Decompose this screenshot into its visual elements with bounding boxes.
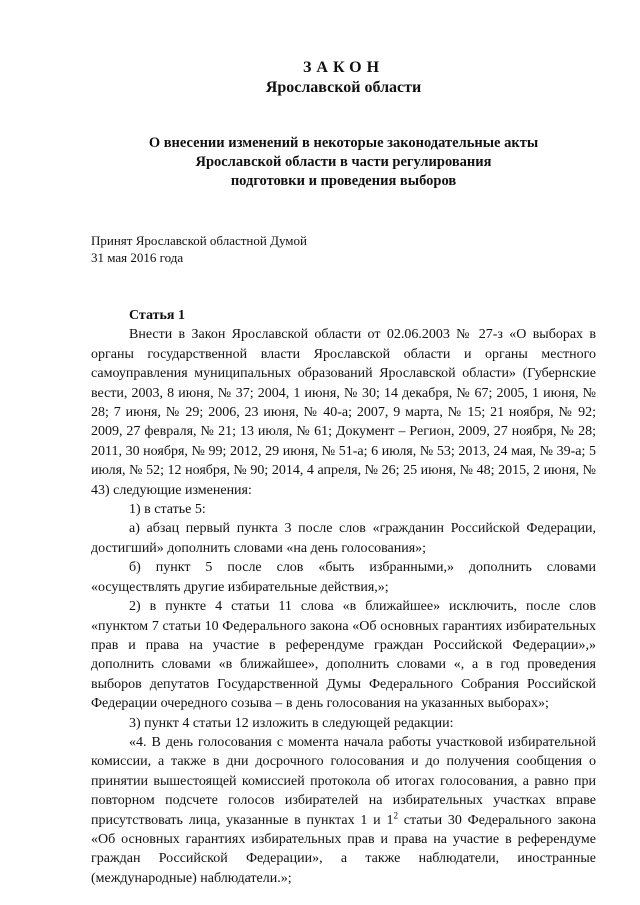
article-paragraph: 1) в статье 5: [129, 502, 206, 518]
law-title-line: подготовки и проведения выборов [230, 173, 457, 189]
article-paragraph: Внести в Закон Ярославской области от 02.06.2003 № 27-з «О выборах в органы государственной власти Ярославской области и органы местного самоуправления муниципальных образований Ярославской области» (Губернские вести, 2003, 8 июня, № 37; 2004, 1 июня, № 30; 14 декабря, № 67; 2005, 1 июня, № 28; 7 июня, № 29; 2006, 23 июня, № 40-а; 2007, 9 марта, № 15; 21 ноября, № 92; 2009, 27 февраля, № 21; 13 июля, № 61; Документ – Регион, 2009, 27 ноября, № 28; 2011, 30 ноября, № 99; 2012, 29 июня, № 51-а; 6 июля, № 53; 2013, 24 мая, № 39-а; 5 июля, № 52; 12 ноября, № 90; 2014, 4 апреля, № 26; 25 июня, № 48; 2015, 2 июня, № 43) следующие изменения: [91, 327, 596, 498]
adoption-note [91, 232, 596, 266]
adopted-by: Принят Ярославской областной Думой [91, 233, 307, 248]
law-title-line: Ярославской области в части регулирования [195, 154, 492, 170]
article-paragraph: 3) пункт 4 статьи 12 изложить в следующей редакции: [129, 715, 454, 731]
law-region: Ярославской области [265, 79, 422, 96]
law-title [91, 134, 596, 191]
article-paragraph: 2) в пункте 4 статьи 11 слова «в ближайшее» исключить, после слов «пунктом 7 статьи 10 Федерального закона «Об основных гарантиях избирательных прав и права на участие в референдуме граждан Российской Федерации»,» дополнить словами «в ближайшее», дополнить словами «, а в год проведения выборов депутатов Государственной Думы Федерального Собрания Российской Федерации очередного созыва – в день голосования на указанных выборах»; [91, 599, 596, 712]
adopted-date: 31 мая 2016 года [91, 250, 184, 265]
quote-text-end: статьи 30 Федерального закона «Об основных гарантиях избирательных прав и права на участие в референдуме граждан Российской Федерации», а также наблюдатели, иностранные (международные) наблюдатели.»; [91, 812, 596, 886]
article-paragraph: б) пункт 5 после слов «быть избранными,» дополнить словами «осуществлять другие избирательные действия,»; [91, 560, 596, 595]
law-title-line: О внесении изменений в некоторые законодательные акты [148, 135, 539, 151]
law-heading: ЗАКОН [302, 59, 385, 76]
article-body [91, 325, 596, 888]
article-heading: Статья 1 [129, 308, 185, 323]
article-paragraph: а) абзац первый пункта 3 после слов «гражданин Российской Федерации, достигший» дополнить словами «на день голосования»; [91, 521, 596, 556]
quoted-amendment [91, 733, 596, 888]
quote-text-start: «4. В день голосования с момента начала работы участковой избирательной комиссии, а также в дни досрочного голосования и до получения сообщения о принятии вышестоящей комиссией протокола об итогах голосования, а равно при повторном подсчете голосов избирателей на избирательных участках вправе присутствовать лица, указанные в пунктах 1 и 1 [91, 734, 596, 828]
superscript-index: 2 [393, 809, 398, 820]
